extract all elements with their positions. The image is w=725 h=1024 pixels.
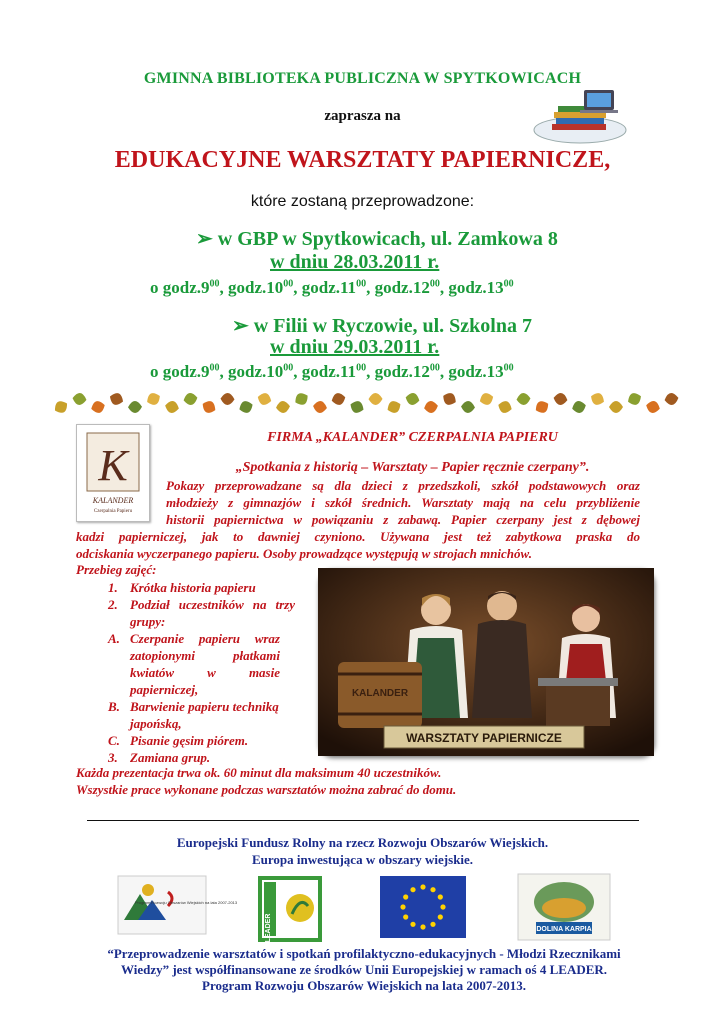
session-location-text: w Filii w Ryczowie, ul. Szkolna 7 <box>253 315 532 337</box>
program-item-num: 1. <box>108 580 118 595</box>
eu-flag-icon <box>380 876 466 938</box>
session-location-text: w GBP w Spytkowicach, ul. Zamkowa 8 <box>217 228 558 250</box>
program-item-num: C. <box>108 733 120 748</box>
photo-caption: WARSZTATY PAPIERNICZE <box>406 731 562 745</box>
session-1-hours: o $godz.9^{00}$, $godz.10^{00}$, $godz.11^{00}$, $godz.12^{00}$, $godz.13^{00}$ <box>150 278 514 297</box>
firm-tagline: „Spotkania z historią – Warsztaty – Papier ręcznie czerpany”. <box>235 460 590 475</box>
program-item-num: 3. <box>108 750 118 765</box>
arrow-bullet-icon: ➢ <box>232 315 249 337</box>
svg-text:K: K <box>98 441 128 490</box>
program-item-num: B. <box>108 699 120 714</box>
description-rest: kadzi papierniczej, jak to dawniej czyniono. Używana jest też zabytkowa praska do odciskania wyczerpanego papieru. Osoby prowadzące występują w strojach mnichów. <box>76 529 640 561</box>
prow-logo <box>118 876 238 934</box>
svg-text:DOLINA KARPIA: DOLINA KARPIA <box>536 926 592 933</box>
session-2-hours: o $godz.9^{00}$, $godz.10^{00}$, $godz.11^{00}$, $godz.12^{00}$, $godz.13^{00}$ <box>150 362 514 381</box>
svg-text:KALANDER: KALANDER <box>92 496 134 505</box>
description-intro: Pokazy przeprowadzane są dla dzieci z przedszkoli, szkół podstawowych oraz młodzieży z gimnazjów i szkół średnich. Warsztaty mają na celu przybliżenie historii papiernictwa w powiązaniu z zabawą. Papier czerpany jest z dębowej <box>166 478 640 527</box>
session-1-location <box>196 226 558 251</box>
session-2-location <box>232 313 532 338</box>
books-computer-icon <box>530 86 630 148</box>
program-item-num: 2. <box>108 597 118 612</box>
arrow-bullet-icon: ➢ <box>196 228 213 250</box>
eu-fund-line-1: Europejski Fundusz Rolny na rzecz Rozwoju Obszarów Wiejskich. <box>176 835 549 850</box>
invites-text: zaprasza na <box>324 108 401 124</box>
program-item: Zamiana grup. <box>130 750 211 765</box>
session-2-date: w dniu 29.03.2011 r. <box>270 336 440 358</box>
program-item: Krótka historia papieru <box>130 580 256 595</box>
leader-logo <box>258 876 322 942</box>
eu-fund-line-2: Europa inwestująca w obszary wiejskie. <box>251 852 474 867</box>
workshop-photo <box>318 568 654 756</box>
divider <box>87 820 639 821</box>
program-item: Podział uczestników na trzy grupy: <box>130 597 295 629</box>
take-home-note: Wszystkie prace wykonane podczas warsztatów można zabrać do domu. <box>76 782 457 797</box>
kalander-logo <box>76 424 150 522</box>
funding-credits: “Przeprowadzenie warsztatów i spotkań profilaktyczno-edukacyjnych - Młodzi Rzecznikami Wiedzy” jest współfinansowane ze środków Unii Europejskiej w ramach oś 4 LEADER. Program Rozwoju Obszarów Wiejskich na lata 2007-2013. <box>107 946 621 993</box>
event-title: EDUKACYJNE WARSZTATY PAPIERNICZE, <box>114 147 611 173</box>
program-item: Pisanie gęsim piórem. <box>130 733 249 748</box>
program-label: Przebieg zajęć: <box>76 562 157 577</box>
dolina-karpia-logo <box>518 874 610 940</box>
svg-text:KALANDER: KALANDER <box>351 688 409 699</box>
svg-text:Czerpalnia Papieru: Czerpalnia Papieru <box>93 509 133 514</box>
session-1-date: w dniu 28.03.2011 r. <box>270 251 440 273</box>
svg-text:Program Rozwoju Obszarów Wiejs: Program Rozwoju Obszarów Wiejskich na lata 2007-2013 <box>134 900 238 905</box>
intro-text: które zostaną przeprowadzone: <box>250 193 475 210</box>
firm-name: FIRMA „KALANDER” CZERPALNIA PAPIERU <box>267 430 558 445</box>
program-item: Barwienie papieru techniką japońską, <box>130 699 279 731</box>
program-item-num: A. <box>108 631 120 646</box>
program-item: Czerpanie papieru wraz zatopionymi płatkami kwiatów w masie papierniczej, <box>130 631 280 697</box>
leaf-border-icon <box>48 385 678 421</box>
duration-note: Każda prezentacja trwa ok. 60 minut dla maksimum 40 uczestników. <box>76 765 442 780</box>
svg-text:LEADER: LEADER <box>265 913 272 943</box>
organization-name: GMINNA BIBLIOTEKA PUBLICZNA W SPYTKOWICACH <box>143 70 582 87</box>
